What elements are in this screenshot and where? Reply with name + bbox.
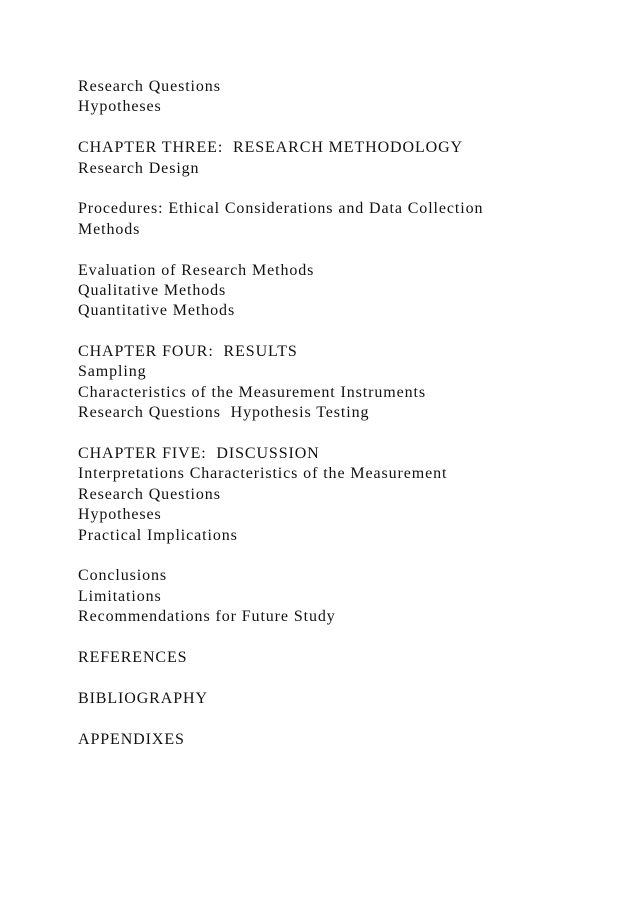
heading-appendixes: APPENDIXES xyxy=(78,730,185,748)
section-research-questions xyxy=(78,77,618,118)
line-research-questions: Research Questions xyxy=(78,78,221,95)
section-evaluation xyxy=(78,261,618,322)
line-sampling: Sampling xyxy=(78,363,147,381)
paragraph-gap xyxy=(78,179,618,199)
line-practical-implications: Practical Implications xyxy=(78,526,238,544)
section-procedures xyxy=(78,199,618,240)
section-chapter-five xyxy=(78,444,618,546)
line-qualitative-methods: Qualitative Methods xyxy=(78,281,227,299)
line-hypotheses: Hypotheses xyxy=(78,98,162,116)
paragraph-gap xyxy=(78,546,618,566)
paragraph-gap xyxy=(78,628,618,648)
line-interpretations: Interpretations Characteristics of the Measurement xyxy=(78,465,448,483)
section-chapter-four xyxy=(78,342,618,424)
paragraph-gap xyxy=(78,709,618,729)
line-procedures: Procedures: Ethical Considerations and Data Collection xyxy=(78,200,484,218)
heading-chapter-four: CHAPTER FOUR: RESULTS xyxy=(78,343,298,361)
paragraph-gap xyxy=(78,668,618,688)
heading-chapter-five: CHAPTER FIVE: DISCUSSION xyxy=(78,445,320,463)
paragraph-gap xyxy=(78,240,618,260)
line-research-design: Research Design xyxy=(78,159,200,177)
document-text xyxy=(78,77,618,750)
line-evaluation-of-research-methods: Evaluation of Research Methods xyxy=(78,261,315,279)
line-hypothesis-testing: Research Questions Hypothesis Testing xyxy=(78,404,370,422)
heading-bibliography: BIBLIOGRAPHY xyxy=(78,689,208,707)
heading-chapter-three: CHAPTER THREE: RESEARCH METHODOLOGY xyxy=(78,139,464,157)
section-bibliography xyxy=(78,689,618,709)
paragraph-gap xyxy=(78,424,618,444)
line-recommendations: Recommendations for Future Study xyxy=(78,608,336,626)
line-conclusions: Conclusions xyxy=(78,567,168,585)
section-appendixes xyxy=(78,730,618,750)
paragraph-gap xyxy=(78,118,618,138)
line-research-questions-discussion: Research Questions xyxy=(78,485,221,503)
line-quantitative-methods: Quantitative Methods xyxy=(78,302,236,320)
section-chapter-three xyxy=(78,138,618,179)
section-references xyxy=(78,648,618,668)
line-limitations: Limitations xyxy=(78,587,162,605)
line-methods: Methods xyxy=(78,220,141,238)
heading-references: REFERENCES xyxy=(78,648,188,666)
line-hypotheses-discussion: Hypotheses xyxy=(78,506,162,524)
line-measurement-instruments: Characteristics of the Measurement Instruments xyxy=(78,383,426,401)
section-conclusions xyxy=(78,566,618,627)
paragraph-gap xyxy=(78,322,618,342)
